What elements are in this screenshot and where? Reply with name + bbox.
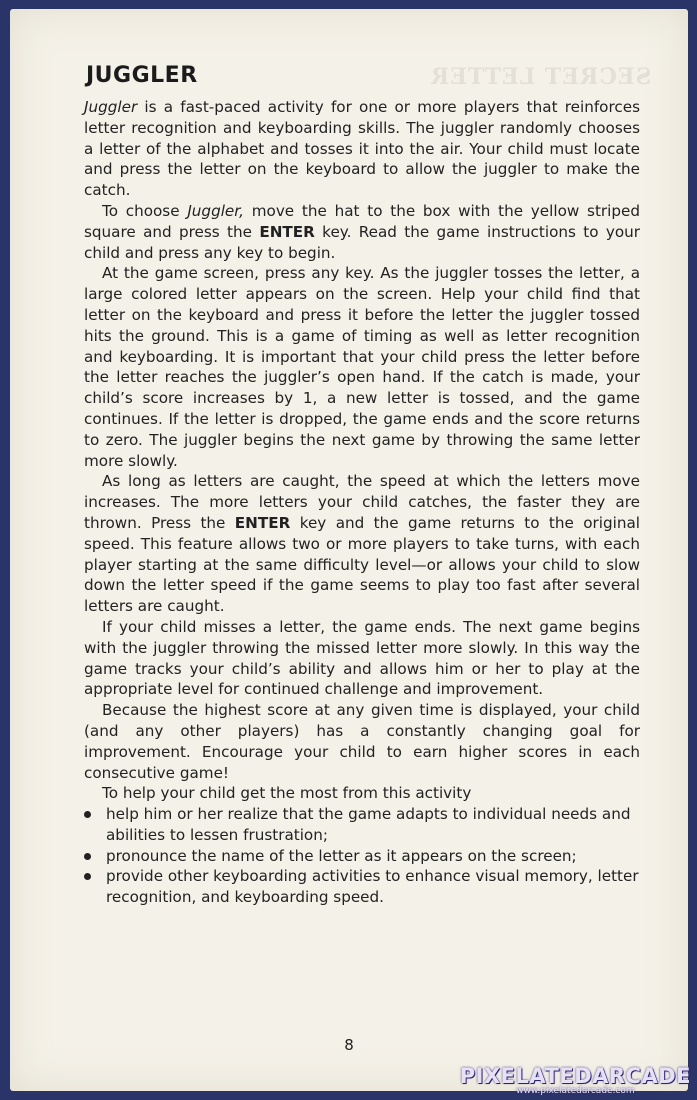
paragraph-text: As long as letters are caught, the speed at which the letters move increases. The more letters your child catches, the faster they are thrown. Press the xyxy=(84,472,640,532)
paragraph-speed xyxy=(84,471,640,617)
paragraph-text: key. Read the game instructions to your child and press any key to begin. xyxy=(84,222,640,262)
list-item-text: pronounce the name of the letter as it appears on the screen; xyxy=(106,846,577,865)
paragraph-text: move the hat to the box with the yellow striped square and press the xyxy=(84,201,640,241)
paragraph-tips-intro: To help your child get the most from this activity xyxy=(102,784,472,803)
list-item xyxy=(84,846,640,867)
page-number: 8 xyxy=(344,1036,354,1054)
game-title: Juggler, xyxy=(187,201,244,220)
paragraph-text: is a fast-paced activity for one or more players that reinforces letter recognition and keyboarding skills. The juggler randomly chooses a letter of the alphabet and tosses it into the air. Your child must locate and press the letter on the keyboard to allow the juggler to make the catch. xyxy=(84,98,640,200)
paragraph-choose xyxy=(84,201,640,263)
key-name: ENTER xyxy=(259,222,315,241)
manual-page xyxy=(10,9,688,1091)
paragraph-text: To choose xyxy=(102,201,188,220)
watermark xyxy=(460,1064,691,1096)
game-title: Juggler xyxy=(84,98,138,116)
section-heading: JUGGLER xyxy=(86,63,198,88)
body-text xyxy=(84,97,640,908)
bullet-icon xyxy=(84,873,91,880)
list-item xyxy=(84,804,640,846)
bullet-icon xyxy=(84,811,91,818)
bleed-through-heading: SECRET LETTER xyxy=(430,64,652,90)
paragraph-text: key and the game returns to the original speed. This feature allows two or more players to take turns, with each player starting at the same difficulty level—or allows your child to slow down the letter speed if the game seems to play too fast after several letters are caught. xyxy=(84,513,640,616)
tips-list xyxy=(84,804,640,908)
paragraph-intro xyxy=(84,97,640,201)
list-item-text: provide other keyboarding activities to enhance visual memory, letter recognition, and keyboarding speed. xyxy=(106,867,639,907)
paragraph-gameplay: At the game screen, press any key. As the juggler tosses the letter, a large colored letter appears on the screen. Help your child find that letter on the keyboard and press it before the letter the juggler tossed hits the ground. This is a game of timing as well as letter recognition and keyboarding. It is important that your child press the letter before the letter reaches the juggler’s open hand. If the catch is made, your child’s score increases by 1, a new letter is tossed, and the game continues. If the letter is dropped, the game ends and the score returns to zero. The juggler begins the next game by throwing the same letter more slowly. xyxy=(84,264,640,470)
list-item-text: help him or her realize that the game adapts to individual needs and abilities to lessen frustration; xyxy=(106,805,631,844)
key-name: ENTER xyxy=(234,513,291,532)
watermark-title: PIXELATEDARCADE xyxy=(459,1064,691,1088)
bullet-icon xyxy=(84,853,91,860)
watermark-url: www.pixelatedarcade.com xyxy=(516,1086,635,1096)
paragraph-score: Because the highest score at any given time is displayed, your child (and any other players) has a constantly changing goal for improvement. Encourage your child to earn higher scores in each consecutive game! xyxy=(84,701,640,782)
list-item xyxy=(84,866,640,908)
paragraph-miss: If your child misses a letter, the game ends. The next game begins with the juggler throwing the missed letter more slowly. In this way the game tracks your child’s ability and allows him or her to play at the appropriate level for continued challenge and improvement. xyxy=(84,617,640,699)
